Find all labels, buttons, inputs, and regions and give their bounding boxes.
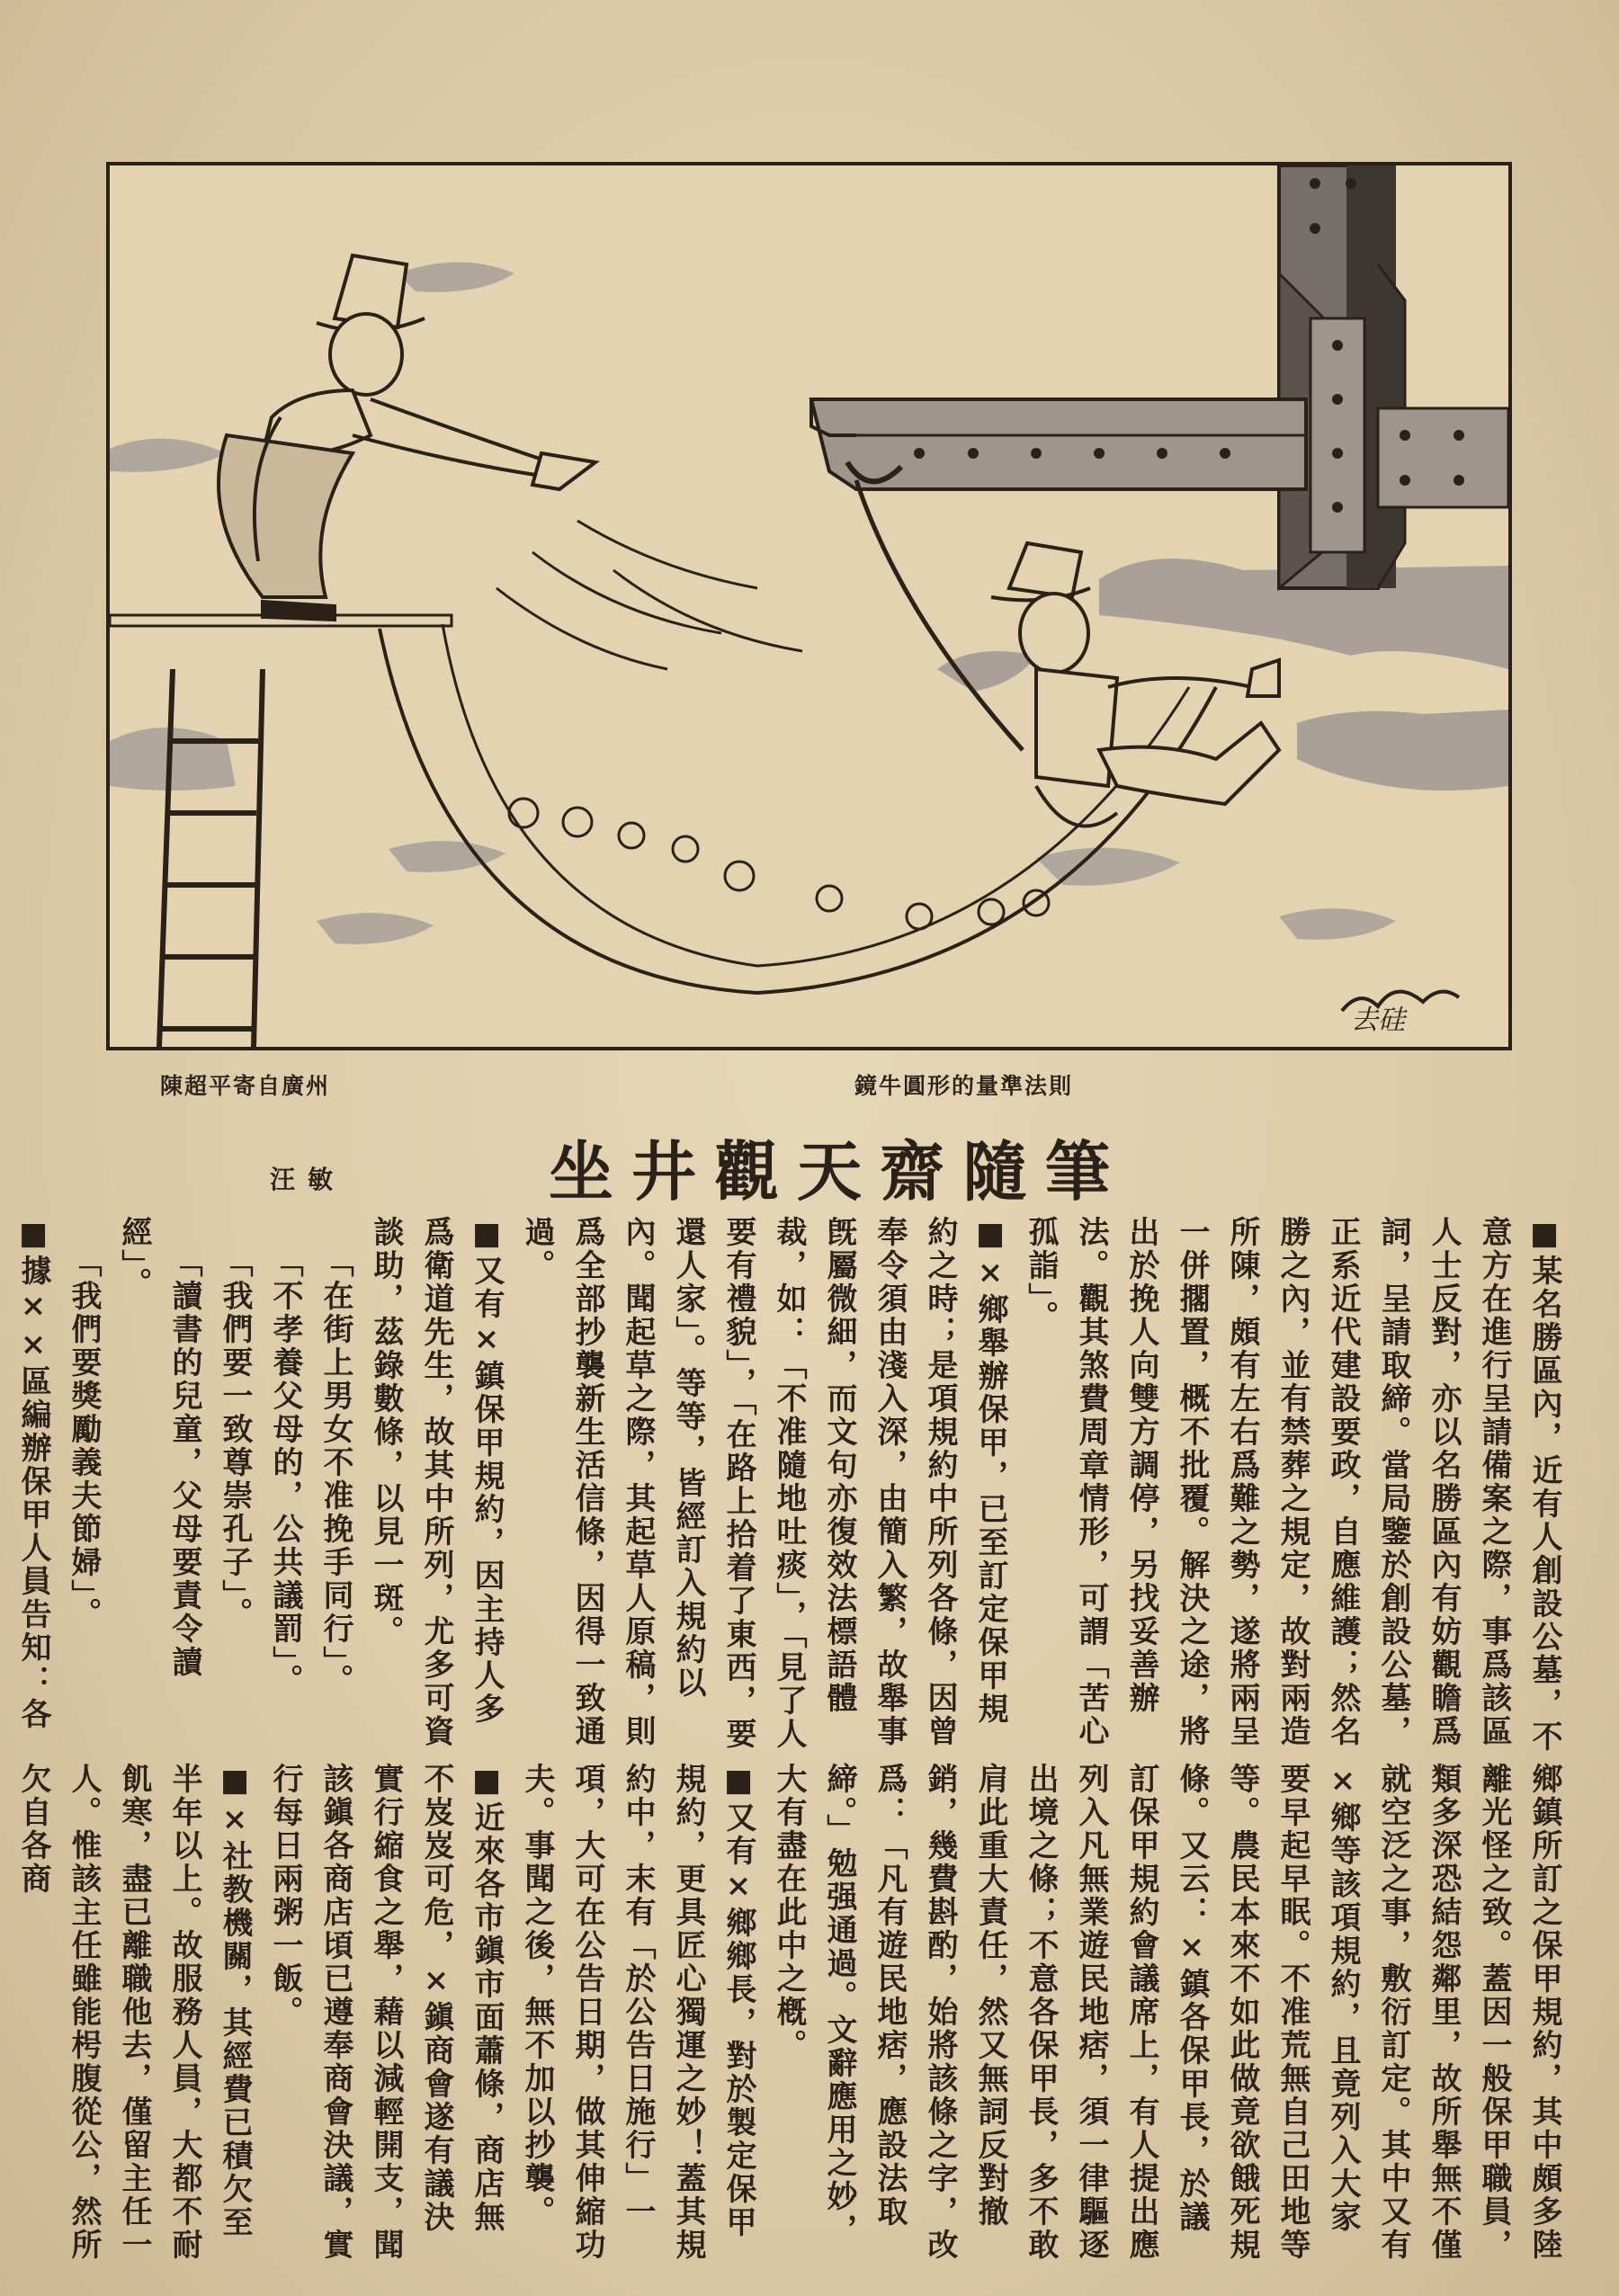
paragraph-town-rules: ■又有×鎮保甲規約，因主持人多爲衛道先生，故其中所列，尤多可資談助，茲錄數條，以見一斑。 — [368, 1216, 505, 1748]
paragraph-village-rules: ■×鄉舉辦保甲，已至訂定保甲規約之時；是項規約中所列各條，因曾奉令須由淺入深，由簡入繁，故舉事旣屬微細，而文句亦復效法標語體裁，如：「不准隨地吐痰」，「見了人要有禮貌」，「在路上拾着了東西，要還人家」。等等，皆經訂入規約以內。聞起草之際，其起草人原稿，則爲全部抄襲新生活信條，因得一致通過。 — [519, 1216, 1008, 1751]
quoted-rule: 「我們要獎勵義夫節婦」。 — [66, 1246, 102, 1630]
article-title: 坐井觀天齋隨筆 — [549, 1133, 1129, 1210]
paragraph-commerce: ■近來各市鎭市面蕭條，商店無不岌岌可危，×鎭商會遂有議決實行縮食之舉，藉以減輕開支，聞該鎭各商店頃已遵奉商會決議，實行每日兩粥一飯。 — [267, 1763, 505, 2262]
article-lower-column — [15, 1763, 1570, 2266]
paragraph-district-report: ■據××區編辦保甲人員告知：各 — [15, 1216, 51, 1731]
article-author: 汪敏 — [270, 1165, 346, 1194]
quoted-rule: 「不孝養父母的，公共議罰」。 — [267, 1246, 303, 1697]
paragraph-district-report-cont: 鄉鎮所訂之保甲規約，其中頗多陸離光怪之致。蓋因一般保甲職員，類多深恐結怨鄰里，故所舉無不僅就空泛之事，敷衍訂定。其中又有×鄉等該項規約，且竟列入大家要早起早眠。不准荒無自己田地等等。農民本來不如此做竟欲餓死規條。又云：×鎮各保甲長，於議訂保甲規約會議席上，有人提出應列入凡無業遊民地痞，須一律驅逐出境之條；不意各保甲長，多不敢肩此重大責任，然又無詞反對撤銷，幾費斟酌，始將該條之字，改爲：「凡有遊民地痞，應設法取締。」勉强通過。文辭應用之妙，大有盡在此中之槪。 — [771, 1763, 1562, 2262]
cartoon-drawing — [110, 165, 1508, 1047]
cartoon-illustration — [106, 162, 1512, 1050]
paragraph-cemetery: ■某名勝區內，近有人創設公墓，不意方在進行呈請備案之際，事爲該區人士反對，亦以名勝區內有妨觀瞻爲詞，呈請取締。當局鑒於創設公墓，正系近代建設要政，自應維護；然名勝之內，並有禁葬之規定，故對兩造所陳，頗有左右爲難之勢，遂將兩呈一併擱置，概不批覆。解決之途，將出於挽人向雙方調停，另找妥善辦法。觀其煞費周章情形，可謂「苦心孤詣」。 — [1023, 1216, 1562, 1754]
article-upper-column — [15, 1216, 1570, 1756]
quoted-rule: 「在街上男女不准挽手同行」。 — [318, 1246, 353, 1697]
quoted-rule: 「我們要一致尊崇孔子」。 — [217, 1246, 253, 1630]
paragraph-education-office: ■×社教機關，其經費已積欠至半年以上。故服務人員，大都不耐飢寒，盡已離職他去，僅留主任一人。惟該主任雖能枵腹從公，然所欠自各商 — [15, 1763, 253, 2262]
cartoon-caption: 鏡牛圓形的量準法則 — [854, 1073, 1074, 1099]
quoted-rule: 「讀書的兒童，父母要責令讀經」。 — [116, 1216, 202, 1679]
cartoon-credit: 陳超平寄自廣州 — [160, 1073, 331, 1099]
paragraph-village-head: ■又有×鄉鄉長，對於製定保甲規約，更具匠心獨運之妙！蓋其規約中，末有「於公告日施行」一項，大可在公告日期，做其伸縮功夫。事聞之後，無不加以抄襲。 — [519, 1763, 756, 2262]
artist-signature: 去硅 — [1351, 1005, 1405, 1036]
